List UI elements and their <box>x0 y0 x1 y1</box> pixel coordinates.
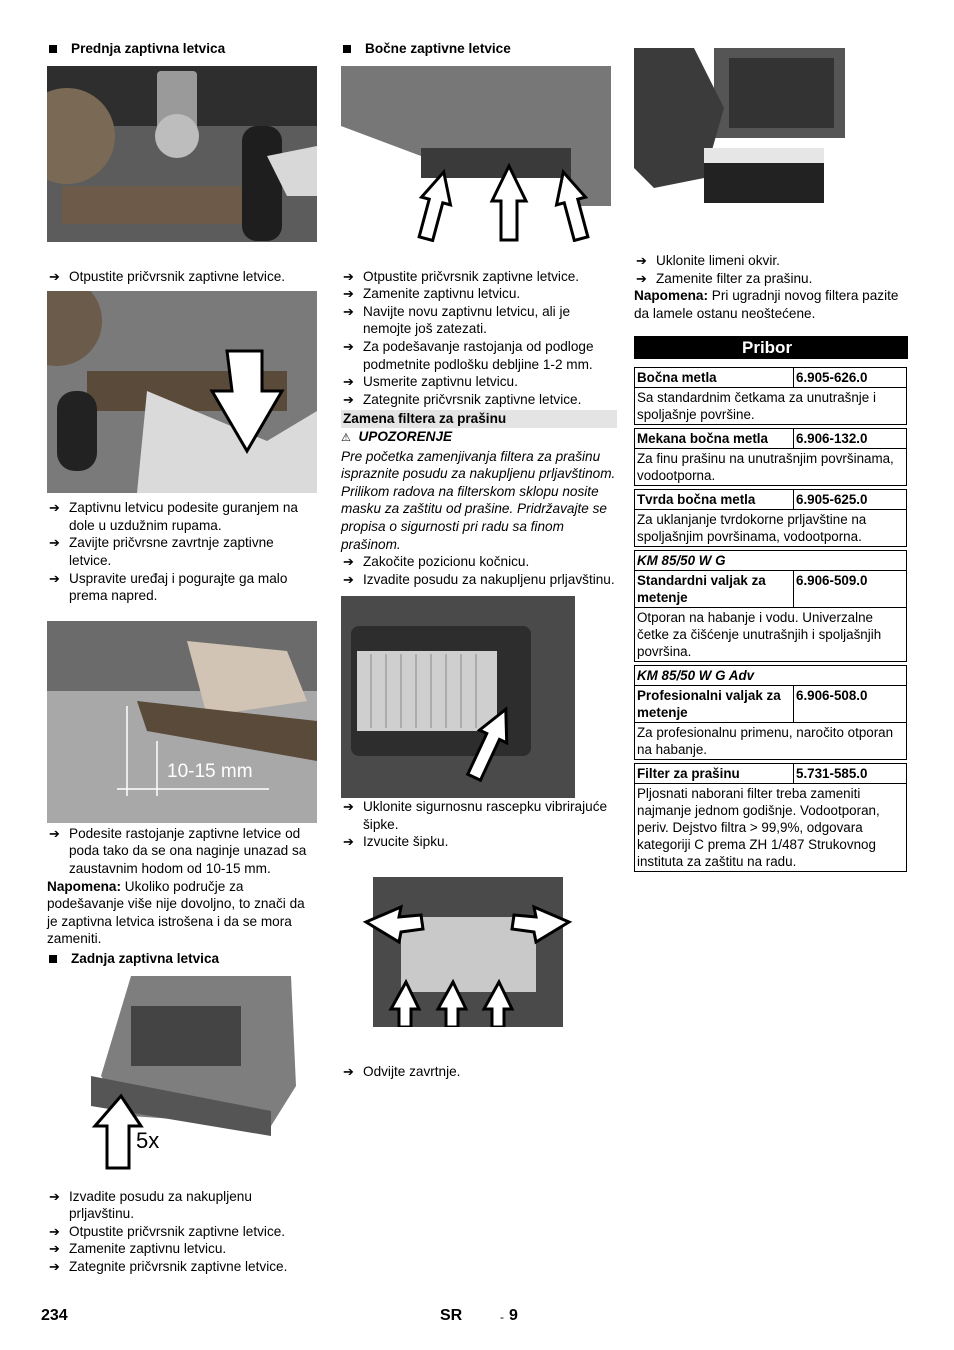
item-description: Za finu prašinu na unutrašnjim površinama, vodootporna. <box>635 448 907 485</box>
column-right <box>634 40 908 872</box>
step-item: ➔ Zamenite zaptivnu letvicu. <box>49 1241 227 1257</box>
step-item: ➔ Otpustite pričvrsnik zaptivne letvice. <box>49 268 286 284</box>
table-row <box>635 428 907 448</box>
table-row <box>635 509 907 546</box>
distance-label: 10-15 mm <box>167 760 253 782</box>
item-code: 6.906-509.0 <box>794 570 907 607</box>
note-paragraph: Napomena: Pri ugradnji novog filtera pazite da lamele ostanu neoštećene. <box>634 288 899 321</box>
arrow-right-icon: ➔ <box>343 554 354 570</box>
table-row <box>635 570 907 607</box>
item-name: Standardni valjak za metenje <box>635 570 794 607</box>
arrow-right-icon: ➔ <box>343 571 354 587</box>
section-heading-side-seals: Bočne zaptivne letvice <box>341 40 617 58</box>
item-code: 6.906-508.0 <box>794 685 907 722</box>
photo-filter-screws-drawing <box>361 877 574 1027</box>
step-item: ➔ Zategnite pričvrsnik zaptivne letvice. <box>343 391 582 407</box>
photo-side-seals-drawing <box>341 66 611 242</box>
model-subheading: KM 85/50 W G Adv <box>635 665 907 685</box>
step-item: ➔ Otpustite pričvrsnik zaptivne letvice. <box>49 1223 286 1239</box>
photo-filter-housing-drawing <box>341 596 575 798</box>
table-row <box>635 665 907 685</box>
photo-side-seals <box>341 66 611 242</box>
arrow-right-icon: ➔ <box>343 834 354 850</box>
arrow-right-icon: ➔ <box>49 500 60 516</box>
step-item: ➔ Podesite rastojanje zaptivne letvice od poda tako da se ona naginje unazad sa zaustavnim hodom od 10-15 mm. <box>49 825 307 876</box>
photo-rear-seal <box>91 976 301 1172</box>
photo-filter-housing <box>341 596 575 798</box>
arrow-right-icon: ➔ <box>49 1223 60 1239</box>
step-item: ➔ Otpustite pričvrsnik zaptivne letvice. <box>343 268 580 284</box>
steps-list <box>47 1188 319 1276</box>
arrow-right-icon: ➔ <box>49 535 60 551</box>
model-subheading: KM 85/50 W G <box>635 550 907 570</box>
step-item: ➔ Zategnite pričvrsnik zaptivne letvice. <box>49 1258 288 1274</box>
arrow-right-icon: ➔ <box>343 303 354 319</box>
table-row <box>635 783 907 871</box>
table-row <box>635 685 907 722</box>
step-item: ➔ Izvadite posudu za nakupljenu prljavštinu. <box>49 1188 252 1222</box>
item-code: 6.905-626.0 <box>794 367 907 387</box>
step-item: ➔ Izvucite šipku. <box>343 834 449 850</box>
photo-adjust-seal <box>47 291 317 493</box>
table-row <box>635 763 907 783</box>
square-bullet-icon <box>49 955 57 963</box>
step-item: ➔ Uklonite limeni okvir. <box>636 253 780 268</box>
subsection-heading: Zamena filtera za prašinu <box>341 410 617 428</box>
photo-seal-distance-drawing <box>47 621 317 823</box>
step-item: ➔ Navijte novu zaptivnu letvicu, ali je nemojte još zatezati. <box>343 303 571 337</box>
step-item: ➔ Uspravite uređaj i pogurajte ga malo prema napred. <box>49 570 288 604</box>
step-item: ➔ Za podešavanje rastojanja od podloge podmetnite podlošku debljine 1-2 mm. <box>343 338 594 372</box>
photo-front-seal-strip <box>47 66 317 242</box>
arrow-right-icon: ➔ <box>343 338 354 354</box>
accessories-table <box>634 367 907 872</box>
photo-seal-distance <box>47 621 317 823</box>
photo-replace-filter-drawing <box>634 48 845 214</box>
item-description: Pljosnati naborani filter treba zameniti najmanje jednom godišnje. Vodootporan, periv. Dejstvo filtra > 99,9%, odgovara kategoriji C prema ZH 1/487 Strukovnog instituta za zaštitu na radu. <box>635 783 907 871</box>
steps-list <box>47 268 319 286</box>
step-item: ➔ Izvadite posudu za nakupljenu prljavštinu. <box>343 571 615 587</box>
item-description: Otporan na habanje i vodu. Univerzalne četke za čišćenje unutrašnjih i spoljašnjih površina. <box>635 607 907 661</box>
arrow-right-icon: ➔ <box>49 1241 60 1257</box>
arrow-right-icon: ➔ <box>343 286 354 302</box>
item-name: Bočna metla <box>635 367 794 387</box>
steps-list <box>47 825 319 878</box>
arrow-right-icon: ➔ <box>343 374 354 390</box>
step-item: ➔ Zakočite pozicionu kočnicu. <box>343 554 530 570</box>
table-row <box>635 387 907 424</box>
column-middle <box>341 40 617 1081</box>
photo-adjust-seal-drawing <box>47 291 317 493</box>
step-item: ➔ Zaptivnu letvicu podesite guranjem na dole u uzdužnim rupama. <box>49 500 298 533</box>
table-row <box>635 367 907 387</box>
steps-list <box>634 252 908 287</box>
table-row <box>635 448 907 485</box>
count-label: 5x <box>136 1127 160 1153</box>
step-item: ➔ Usmerite zaptivnu letvicu. <box>343 374 518 390</box>
photo-front-seal-drawing <box>47 66 317 242</box>
step-item: ➔ Zavijte pričvrsne zavrtnje zaptivne letvice. <box>49 535 274 568</box>
steps-list <box>341 268 617 409</box>
table-row <box>635 550 907 570</box>
arrow-right-icon: ➔ <box>343 1064 354 1080</box>
arrow-right-icon: ➔ <box>49 268 60 284</box>
language-code: SR <box>440 1307 463 1324</box>
warning-heading: ⚠ UPOZORENJE <box>341 428 453 444</box>
square-bullet-icon <box>343 45 351 53</box>
arrow-right-icon: ➔ <box>343 799 354 815</box>
step-item: ➔ Zamenite zaptivnu letvicu. <box>343 286 521 302</box>
arrow-right-icon: ➔ <box>49 825 60 841</box>
steps-list <box>341 553 617 588</box>
section-page-number: 9 <box>509 1307 518 1324</box>
photo-filter-screws <box>361 877 574 1027</box>
item-name: Mekana bočna metla <box>635 428 794 448</box>
arrow-right-icon: ➔ <box>636 270 647 286</box>
steps-list <box>341 1063 617 1081</box>
steps-list <box>47 499 319 605</box>
item-name: Tvrda bočna metla <box>635 489 794 509</box>
warning-triangle-icon: ⚠ <box>341 431 351 444</box>
table-row <box>635 489 907 509</box>
accessories-heading: Pribor <box>634 336 908 359</box>
step-item: ➔ Odvijte zavrtnje. <box>343 1064 461 1080</box>
arrow-right-icon: ➔ <box>49 570 60 586</box>
steps-list <box>341 798 617 851</box>
item-code: 6.905-625.0 <box>794 489 907 509</box>
page-number: 234 <box>41 1307 68 1324</box>
arrow-right-icon: ➔ <box>49 1188 60 1204</box>
step-item: ➔ Zamenite filter za prašinu. <box>636 270 813 286</box>
arrow-right-icon: ➔ <box>636 253 647 268</box>
photo-replace-filter <box>634 48 845 214</box>
table-row <box>635 607 907 661</box>
item-name: Filter za prašinu <box>635 763 794 783</box>
warning-text: Pre početka zamenjivanja filtera za prašinu ispraznite posudu za nakupljenu prljavštinom. Prilikom radova na filterskom sklopu nosite masku za zaštitu od prašine. Pridržavajte se propisa o sigurnosti pri radu sa finom prašinom. <box>341 448 616 552</box>
arrow-right-icon: ➔ <box>343 268 354 284</box>
photo-rear-seal-drawing <box>91 976 301 1172</box>
table-row <box>635 722 907 759</box>
step-item: ➔ Uklonite sigurnosnu rascepku vibrirajuće šipke. <box>343 799 608 832</box>
footer-separator: - <box>500 1310 504 1324</box>
square-bullet-icon <box>49 45 57 53</box>
note-paragraph: Napomena: Ukoliko područje za podešavanje više nije dovoljno, to znači da je zaptivna letvica istrošena i da se mora zameniti. <box>47 878 305 947</box>
section-heading-rear-seal: Zadnja zaptivna letvica <box>47 950 319 968</box>
item-description: Za uklanjanje tvrdokorne prljavštine na spoljašnjim površinama, vodootporna. <box>635 509 907 546</box>
column-left <box>47 40 319 1275</box>
item-code: 5.731-585.0 <box>794 763 907 783</box>
arrow-right-icon: ➔ <box>49 1258 60 1274</box>
section-heading-front-seal: Prednja zaptivna letvica <box>47 40 319 58</box>
item-description: Za profesionalnu primenu, naročito otporan na habanje. <box>635 722 907 759</box>
item-description: Sa standardnim četkama za unutrašnje i spoljašnje površine. <box>635 387 907 424</box>
arrow-right-icon: ➔ <box>343 391 354 407</box>
item-code: 6.906-132.0 <box>794 428 907 448</box>
item-name: Profesionalni valjak za metenje <box>635 685 794 722</box>
